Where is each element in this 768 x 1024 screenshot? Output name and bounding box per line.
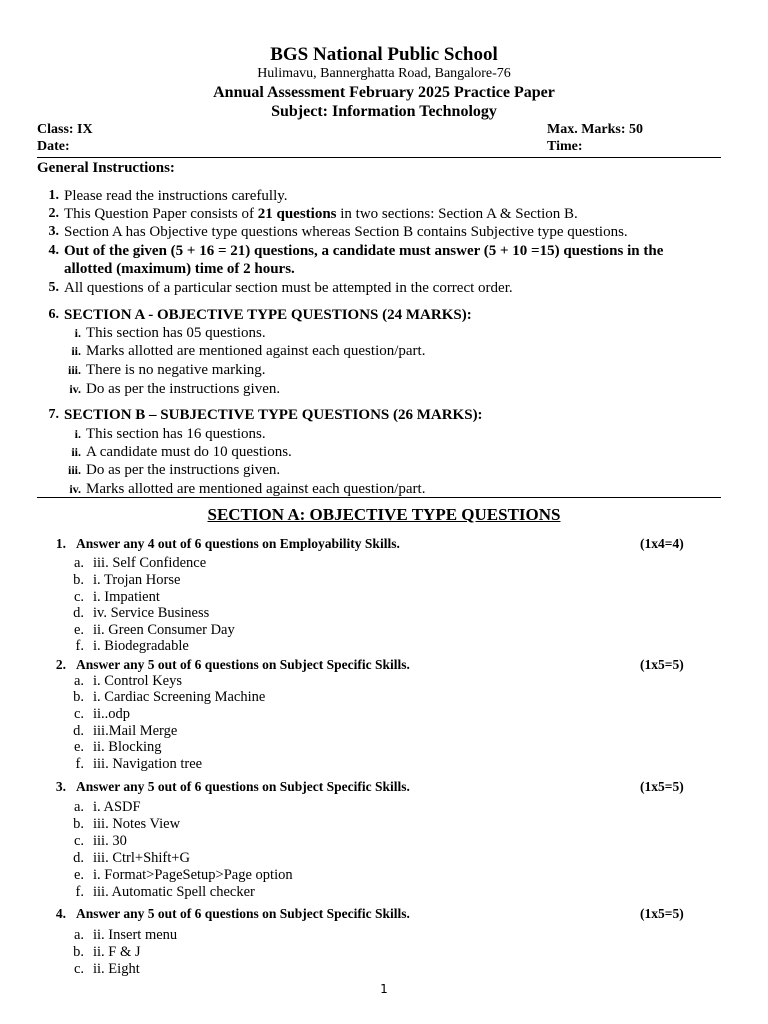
instruction-item: [37, 242, 727, 278]
option-item: [70, 816, 470, 833]
sub-instruction: [64, 461, 664, 479]
sub-text: Marks allotted are mentioned against each question/part.: [86, 343, 426, 359]
question-text: Answer any 5 out of 6 questions on Subject Specific Skills.: [76, 657, 410, 672]
question-number: 1.: [55, 536, 66, 551]
option-item: [70, 673, 470, 690]
option-letter: a.: [73, 927, 84, 943]
option-text: i. Biodegradable: [93, 638, 189, 654]
sub-number: ii.: [71, 344, 81, 358]
option-text: ii. Eight: [93, 961, 140, 977]
option-letter: e.: [73, 867, 84, 883]
option-letter: b.: [73, 816, 84, 832]
sub-instruction: [64, 380, 664, 398]
option-text: iii. Navigation tree: [93, 756, 203, 772]
option-text: iii. Self Confidence: [93, 555, 207, 571]
sub-instruction: [64, 443, 664, 461]
sub-instruction: [64, 361, 664, 379]
question-marks: (1x4=4): [640, 536, 684, 551]
option-text: ii. Blocking: [93, 739, 162, 755]
option-letter: a.: [73, 555, 84, 571]
option-item: [70, 799, 470, 816]
option-item: [70, 756, 470, 773]
option-text: i. Control Keys: [93, 673, 183, 689]
option-text: ii. Green Consumer Day: [93, 622, 235, 638]
option-item: [70, 739, 470, 756]
instruction-text: Out of the given (5 + 16 = 21) questions, a candidate must answer (5 + 10 =15) questions in the allotted (maximum) time of 2 hours.: [64, 243, 664, 277]
header-divider: [37, 157, 721, 158]
section-b-instruction: [37, 406, 727, 424]
option-item: [70, 689, 470, 706]
option-letter: e.: [73, 622, 84, 638]
sub-instruction: [64, 425, 664, 443]
sub-text: There is no negative marking.: [86, 362, 266, 378]
option-text: i. ASDF: [93, 799, 141, 815]
question-marks: (1x5=5): [640, 779, 684, 794]
school-name: BGS National Public School: [270, 44, 498, 65]
option-item: [70, 884, 470, 901]
option-text: ii. Insert menu: [93, 927, 178, 943]
option-text: iii. Notes View: [93, 816, 181, 832]
option-item: [70, 927, 470, 944]
sub-instruction: [64, 342, 664, 360]
question-number: 2.: [55, 657, 66, 672]
instruction-text: This Question Paper consists of 21 questions in two sections: Section A & Section B.: [64, 206, 578, 222]
option-text: iv. Service Business: [93, 605, 210, 621]
question-text: Answer any 4 out of 6 questions on Employability Skills.: [76, 536, 400, 551]
sub-text: Do as per the instructions given.: [86, 462, 281, 478]
section-b-instruction-title: SECTION B – SUBJECTIVE TYPE QUESTIONS (26 MARKS):: [64, 407, 483, 423]
question-row: [52, 536, 652, 554]
section-a-heading: SECTION A: OBJECTIVE TYPE QUESTIONS: [207, 505, 561, 524]
sub-text: This section has 16 questions.: [86, 426, 266, 442]
option-letter: d.: [73, 850, 84, 866]
option-item: [70, 850, 470, 867]
option-text: i. Cardiac Screening Machine: [93, 689, 266, 705]
instruction-item: [37, 187, 727, 205]
option-item: [70, 961, 470, 978]
instruction-number: 3.: [48, 224, 59, 239]
option-item: [70, 638, 470, 655]
question-row: [52, 779, 652, 797]
option-text: iii. Ctrl+Shift+G: [93, 850, 190, 866]
question-text: Answer any 5 out of 6 questions on Subject Specific Skills.: [76, 906, 410, 921]
option-text: i. Trojan Horse: [93, 572, 181, 588]
instruction-number: 4.: [48, 243, 59, 258]
option-letter: f.: [75, 756, 84, 772]
option-letter: e.: [73, 739, 84, 755]
section-divider: [37, 497, 721, 498]
section-a-instruction: [37, 306, 727, 324]
option-letter: c.: [73, 706, 84, 722]
instruction-number: 7.: [48, 407, 59, 422]
option-letter: c.: [73, 833, 84, 849]
sub-number: ii.: [71, 445, 81, 459]
option-text: i. Format>PageSetup>Page option: [93, 867, 293, 883]
exam-title: Annual Assessment February 2025 Practice Paper: [213, 84, 555, 101]
question-text: Answer any 5 out of 6 questions on Subject Specific Skills.: [76, 779, 410, 794]
option-text: ii. F & J: [93, 944, 141, 960]
date-label: Date:: [37, 139, 70, 154]
sub-number: iii.: [67, 463, 81, 477]
question-number: 3.: [55, 779, 66, 794]
sub-text: This section has 05 questions.: [86, 325, 266, 341]
option-text: ii..odp: [93, 706, 131, 722]
question-marks: (1x5=5): [640, 657, 684, 672]
sub-number: i.: [74, 427, 81, 441]
instruction-number: 2.: [48, 206, 59, 221]
option-letter: c.: [73, 589, 84, 605]
sub-text: Do as per the instructions given.: [86, 381, 281, 397]
option-item: [70, 833, 470, 850]
option-letter: b.: [73, 689, 84, 705]
sub-text: A candidate must do 10 questions.: [86, 444, 292, 460]
option-text: iii. Automatic Spell checker: [93, 884, 255, 900]
instruction-item: [37, 205, 727, 223]
option-letter: f.: [75, 884, 84, 900]
question-marks: (1x5=5): [640, 906, 684, 921]
instruction-item: [37, 223, 727, 241]
sub-instruction: [64, 324, 664, 342]
subject-title: Subject: Information Technology: [271, 103, 497, 120]
option-letter: c.: [73, 961, 84, 977]
option-item: [70, 944, 470, 961]
option-letter: b.: [73, 572, 84, 588]
option-letter: b.: [73, 944, 84, 960]
general-instructions-heading: General Instructions:: [37, 160, 175, 176]
instruction-text: Please read the instructions carefully.: [64, 188, 288, 204]
time-label: Time:: [547, 139, 583, 154]
instruction-number: 5.: [48, 280, 59, 295]
school-address: Hulimavu, Bannerghatta Road, Bangalore-76: [257, 66, 511, 81]
sub-instruction: [64, 480, 664, 498]
sub-number: i.: [74, 326, 81, 340]
option-text: iii. 30: [93, 833, 127, 849]
option-item: [70, 555, 470, 572]
question-row: [52, 906, 652, 924]
sub-text: Marks allotted are mentioned against each question/part.: [86, 481, 426, 497]
option-letter: d.: [73, 723, 84, 739]
option-item: [70, 723, 470, 740]
max-marks: Max. Marks: 50: [547, 122, 644, 137]
instruction-text: Section A has Objective type questions whereas Section B contains Subjective type questions.: [64, 224, 628, 240]
class-label: Class: IX: [37, 122, 93, 137]
section-a-instruction-title: SECTION A - OBJECTIVE TYPE QUESTIONS (24 MARKS):: [64, 307, 472, 323]
sub-number: iv.: [69, 482, 81, 496]
option-letter: f.: [75, 638, 84, 654]
question-number: 4.: [55, 906, 66, 921]
instruction-text: All questions of a particular section must be attempted in the correct order.: [64, 280, 513, 296]
option-letter: a.: [73, 799, 84, 815]
option-item: [70, 622, 470, 639]
option-item: [70, 605, 470, 622]
option-letter: d.: [73, 605, 84, 621]
sub-number: iii.: [67, 363, 81, 377]
option-item: [70, 589, 470, 606]
option-item: [70, 867, 470, 884]
option-item: [70, 572, 470, 589]
page-number: 1: [380, 982, 388, 996]
instruction-number: 6.: [48, 307, 59, 322]
option-item: [70, 706, 470, 723]
option-text: iii.Mail Merge: [93, 723, 178, 739]
sub-number: iv.: [69, 382, 81, 396]
instruction-item: [37, 279, 727, 297]
option-letter: a.: [73, 673, 84, 689]
instruction-number: 1.: [48, 188, 59, 203]
option-text: i. Impatient: [93, 589, 160, 605]
